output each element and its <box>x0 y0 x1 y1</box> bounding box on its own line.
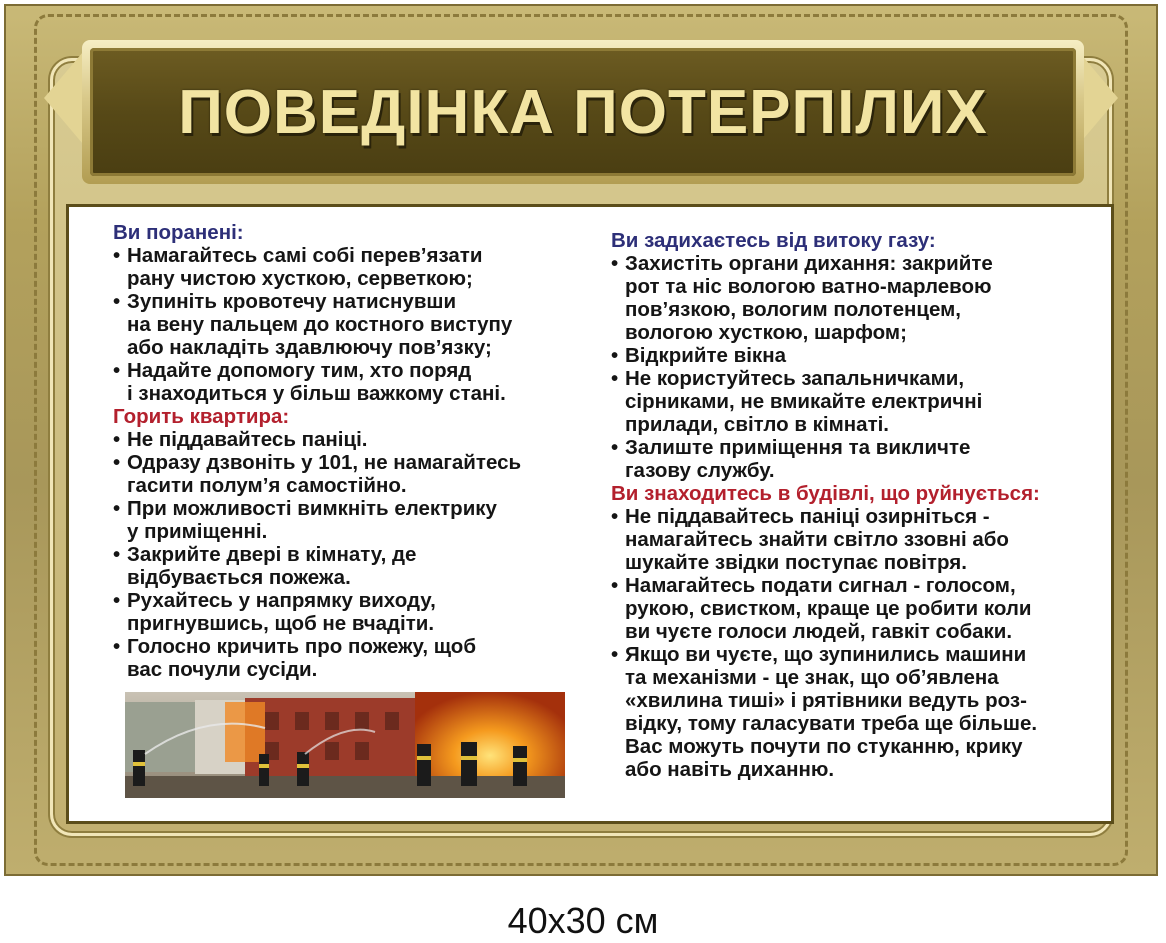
bullet-icon: • <box>611 367 619 390</box>
stand-board <box>4 4 1158 876</box>
list-item <box>611 344 1091 367</box>
list-item-line: «хвилина тиші» і рятівники ведуть роз- <box>625 689 1027 712</box>
list-item-line: відку, тому галасувати треба ще більше. <box>625 712 1038 735</box>
list-item <box>113 244 573 290</box>
list-item <box>611 643 1091 781</box>
list-item-line: вас почули сусіди. <box>127 658 318 681</box>
bullet-icon: • <box>611 505 619 528</box>
list-item-line: рукою, свистком, краще це робити коли <box>625 597 1032 620</box>
list-item-line: Захистіть органи дихання: закрийте <box>625 252 993 275</box>
list-item <box>113 359 573 405</box>
list-item-line: сірниками, не вмикайте електричні <box>625 390 983 413</box>
title-plate-inner <box>90 48 1076 176</box>
bullet-icon: • <box>611 643 619 666</box>
list-item-line: Намагайтесь подати сигнал - голосом, <box>625 574 1016 597</box>
content-panel <box>66 204 1114 824</box>
list-item-line: і знаходиться у більш важкому стані. <box>127 382 506 405</box>
list-item-line: Голосно кричить про пожежу, щоб <box>127 635 476 658</box>
bullet-icon: • <box>113 428 121 451</box>
list-item <box>113 451 573 497</box>
list-item-line: Якщо ви чуєте, що зупинились машини <box>625 643 1027 666</box>
bullet-icon: • <box>113 359 121 382</box>
list-item-line: Намагайтесь самі собі перев’язати <box>127 244 483 267</box>
list-item-line: у приміщенні. <box>127 520 268 543</box>
list-item <box>611 574 1091 643</box>
list-item-line: ви чуєте голоси людей, гавкіт собаки. <box>625 620 1013 643</box>
list-item-line: намагайтесь знайти світло ззовні або <box>625 528 1009 551</box>
list-item-line: або накладіть здавлюючу пов’язку; <box>127 336 492 359</box>
list-item <box>611 505 1091 574</box>
list-item-line: на вену пальцем до костного виступу <box>127 313 513 336</box>
list-item <box>611 436 1091 482</box>
list-item <box>113 428 573 451</box>
section-heading: Горить квартира: <box>113 405 290 428</box>
list-item-line: При можливості вимкніть електрику <box>127 497 497 520</box>
list-item-line: газову службу. <box>625 459 775 482</box>
bullet-icon: • <box>113 290 121 313</box>
list-item <box>611 367 1091 436</box>
title-plate <box>82 40 1084 184</box>
list-item-line: Відкрийте вікна <box>625 344 786 367</box>
bullet-icon: • <box>113 543 121 566</box>
bullet-icon: • <box>611 252 619 275</box>
list-item-line: гасити полум’я самостійно. <box>127 474 407 497</box>
bullet-icon: • <box>113 497 121 520</box>
list-item <box>113 589 573 635</box>
firefighters-photo <box>125 692 565 798</box>
left-column <box>113 221 573 681</box>
list-item <box>611 252 1091 344</box>
firefighters-illustration <box>125 692 565 798</box>
bullet-icon: • <box>611 574 619 597</box>
list-item-line: або навіть диханню. <box>625 758 835 781</box>
list-item-line: відбувається пожежа. <box>127 566 351 589</box>
bullet-icon: • <box>113 451 121 474</box>
section-heading: Ви поранені: <box>113 221 244 244</box>
list-item-line: Надайте допомогу тим, хто поряд <box>127 359 472 382</box>
list-item-line: пов’язкою, вологим полотенцем, <box>625 298 961 321</box>
list-item-line: та механізми - це знак, що об’явлена <box>625 666 999 689</box>
list-item-line: рану чистою хусткою, серветкою; <box>127 267 473 290</box>
list-item-line: Зупиніть кровотечу натиснувши <box>127 290 457 313</box>
page-title: ПОВЕДІНКА ПОТЕРПІЛИХ <box>178 77 988 147</box>
right-column <box>611 229 1091 781</box>
list-item-line: пригнувшись, щоб не вчадіти. <box>127 612 435 635</box>
list-item-line: шукайте звідки поступає повітря. <box>625 551 967 574</box>
section-heading: Ви задихаєтесь від витоку газу: <box>611 229 936 252</box>
list-item <box>113 290 573 359</box>
list-item-line: Закрийте двері в кімнату, де <box>127 543 417 566</box>
list-item-line: Не піддавайтесь паніці. <box>127 428 368 451</box>
section-heading: Ви знаходитесь в будівлі, що руйнується: <box>611 482 1040 505</box>
bullet-icon: • <box>611 344 619 367</box>
list-item-line: прилади, світло в кімнаті. <box>625 413 890 436</box>
bullet-icon: • <box>113 244 121 267</box>
bullet-icon: • <box>113 635 121 658</box>
list-item <box>113 497 573 543</box>
list-item-line: Не піддавайтесь паніці озирніться - <box>625 505 990 528</box>
list-item-line: рот та ніс вологою ватно-марлевою <box>625 275 992 298</box>
list-item-line: Залиште приміщення та викличте <box>625 436 971 459</box>
list-item-line: Вас можуть почути по стуканню, крику <box>625 735 1023 758</box>
list-item-line: Рухайтесь у напрямку виходу, <box>127 589 436 612</box>
bullet-icon: • <box>113 589 121 612</box>
list-item <box>113 635 573 681</box>
size-label: 40x30 см <box>507 900 659 941</box>
list-item-line: Не користуйтесь запальничками, <box>625 367 965 390</box>
list-item <box>113 543 573 589</box>
list-item-line: вологою хусткою, шарфом; <box>625 321 907 344</box>
bullet-icon: • <box>611 436 619 459</box>
list-item-line: Одразу дзвоніть у 101, не намагайтесь <box>127 451 522 474</box>
